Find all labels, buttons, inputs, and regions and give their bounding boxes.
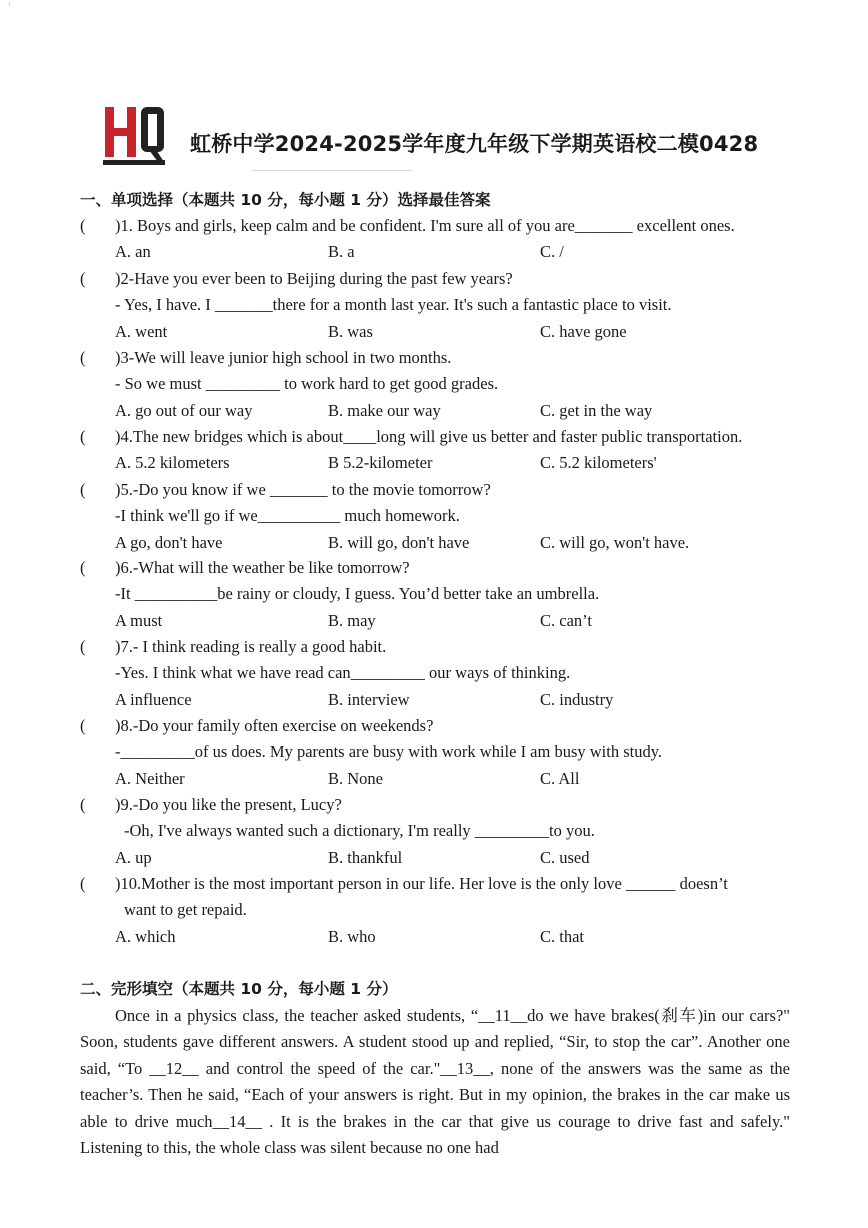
option-c: C. can’t xyxy=(540,610,592,630)
option-b: B. will go, don't have xyxy=(328,532,470,552)
answer-paren: ( xyxy=(80,269,86,288)
school-logo xyxy=(103,104,165,166)
option-b: B. thankful xyxy=(328,847,403,867)
option-c: C. / xyxy=(540,242,564,262)
question-line: -Oh, I've always wanted such a dictionary, I'm really _________to you. xyxy=(124,821,595,841)
question-stem: )4.The new bridges which is about____long will give us better and faster public transportation. xyxy=(115,427,743,446)
question-2 xyxy=(80,266,800,345)
option-b: B. was xyxy=(328,321,373,341)
document-header xyxy=(100,98,800,178)
logo-base xyxy=(103,160,165,165)
option-c: C. All xyxy=(540,768,580,788)
option-a: A. an xyxy=(115,242,151,262)
option-a: A. went xyxy=(115,321,168,341)
answer-paren: ( xyxy=(80,216,86,235)
section2-heading: 二、完形填空（本题共 10 分，每小题 1 分） xyxy=(80,980,398,998)
cloze-paragraph: Once in a physics class, the teacher asked students, “__11__do we have brakes(刹车)in our cars?" Soon, students gave different answers. A student stood up and replied, “Sir, to stop the car”. Another one said, “To __12__ and control the speed of the car."__13__, none of the answers was the same as the teacher’s. Then he said, “Each of your answers is right. But in my opinion, the brakes in the car make us able to drive much__14__ . It is the brakes in the car that give us courage to drive fast and safely." Listening to this, the whole class was silent because no one had xyxy=(80,1006,790,1158)
document-title: 虹桥中学2024-2025学年度九年级下学期英语校二模0428 xyxy=(190,132,759,156)
option-b: B. interview xyxy=(328,689,410,709)
question-3 xyxy=(80,345,800,424)
answer-paren: ( xyxy=(80,795,86,814)
cloze-passage xyxy=(80,1003,790,1161)
option-a: A. 5.2 kilometers xyxy=(115,453,230,473)
option-a: A. which xyxy=(115,926,176,946)
question-line: want to get repaid. xyxy=(124,900,247,920)
logo-h-bar xyxy=(105,128,136,136)
option-a: A. Neither xyxy=(115,768,185,788)
option-b: B. who xyxy=(328,926,376,946)
option-c: C. have gone xyxy=(540,321,627,341)
question-9 xyxy=(80,792,800,871)
question-stem: )7.- I think reading is really a good habit. xyxy=(115,637,387,656)
section1-heading: 一、单项选择（本题共 10 分，每小题 1 分）选择最佳答案 xyxy=(80,191,491,209)
question-stem: )3-We will leave junior high school in two months. xyxy=(115,348,452,367)
option-b: B. make our way xyxy=(328,400,441,420)
answer-paren: ( xyxy=(80,716,86,735)
answer-paren: ( xyxy=(80,480,86,499)
option-c: C. used xyxy=(540,847,590,867)
question-10 xyxy=(80,871,800,950)
question-6 xyxy=(80,555,800,634)
question-line: - So we must _________ to work hard to get good grades. xyxy=(115,374,499,394)
answer-paren: ( xyxy=(80,874,86,893)
option-b: B. a xyxy=(328,242,355,262)
question-5 xyxy=(80,477,800,556)
option-b: B 5.2-kilometer xyxy=(328,453,433,473)
answer-paren: ( xyxy=(80,427,86,446)
question-stem: )9.-Do you like the present, Lucy? xyxy=(115,795,342,814)
option-c: C. get in the way xyxy=(540,400,653,420)
option-c: C. that xyxy=(540,926,584,946)
question-line: -Yes. I think what we have read can_________ our ways of thinking. xyxy=(115,663,571,683)
option-a: A must xyxy=(115,610,163,630)
question-stem: )5.-Do you know if we _______ to the movie tomorrow? xyxy=(115,480,491,499)
question-stem: )10.Mother is the most important person in our life. Her love is the only love ______ doesn’t xyxy=(115,874,728,893)
option-a: A. up xyxy=(115,847,152,867)
option-b: B. None xyxy=(328,768,383,788)
answer-paren: ( xyxy=(80,348,86,367)
option-b: B. may xyxy=(328,610,376,630)
option-a: A go, don't have xyxy=(115,532,223,552)
question-1 xyxy=(80,213,800,266)
option-a: A. go out of our way xyxy=(115,400,253,420)
question-4 xyxy=(80,424,800,477)
option-a: A influence xyxy=(115,689,192,709)
answer-paren: ( xyxy=(80,558,86,577)
question-stem: )6.-What will the weather be like tomorrow? xyxy=(115,558,410,577)
question-line: -I think we'll go if we__________ much homework. xyxy=(115,506,460,526)
question-stem: )2-Have you ever been to Beijing during the past few years? xyxy=(115,269,513,288)
answer-paren: ( xyxy=(80,637,86,656)
option-c: C. 5.2 kilometers' xyxy=(540,453,657,473)
title-rule xyxy=(252,170,412,171)
question-line: -It __________be rainy or cloudy, I guess. You’d better take an umbrella. xyxy=(115,584,600,604)
question-stem: )8.-Do your family often exercise on weekends? xyxy=(115,716,434,735)
question-line: -_________of us does. My parents are busy with work while I am busy with study. xyxy=(115,742,663,762)
question-7 xyxy=(80,634,800,713)
option-c: C. will go, won't have. xyxy=(540,532,690,552)
question-8 xyxy=(80,713,800,792)
logo-q-ring xyxy=(141,107,164,152)
corner-mark: ' xyxy=(9,2,11,11)
option-c: C. industry xyxy=(540,689,614,709)
question-stem: )1. Boys and girls, keep calm and be confident. I'm sure all of you are_______ excellent ones. xyxy=(115,216,735,235)
question-line: - Yes, I have. I _______there for a month last year. It's such a fantastic place to visit. xyxy=(115,295,672,315)
